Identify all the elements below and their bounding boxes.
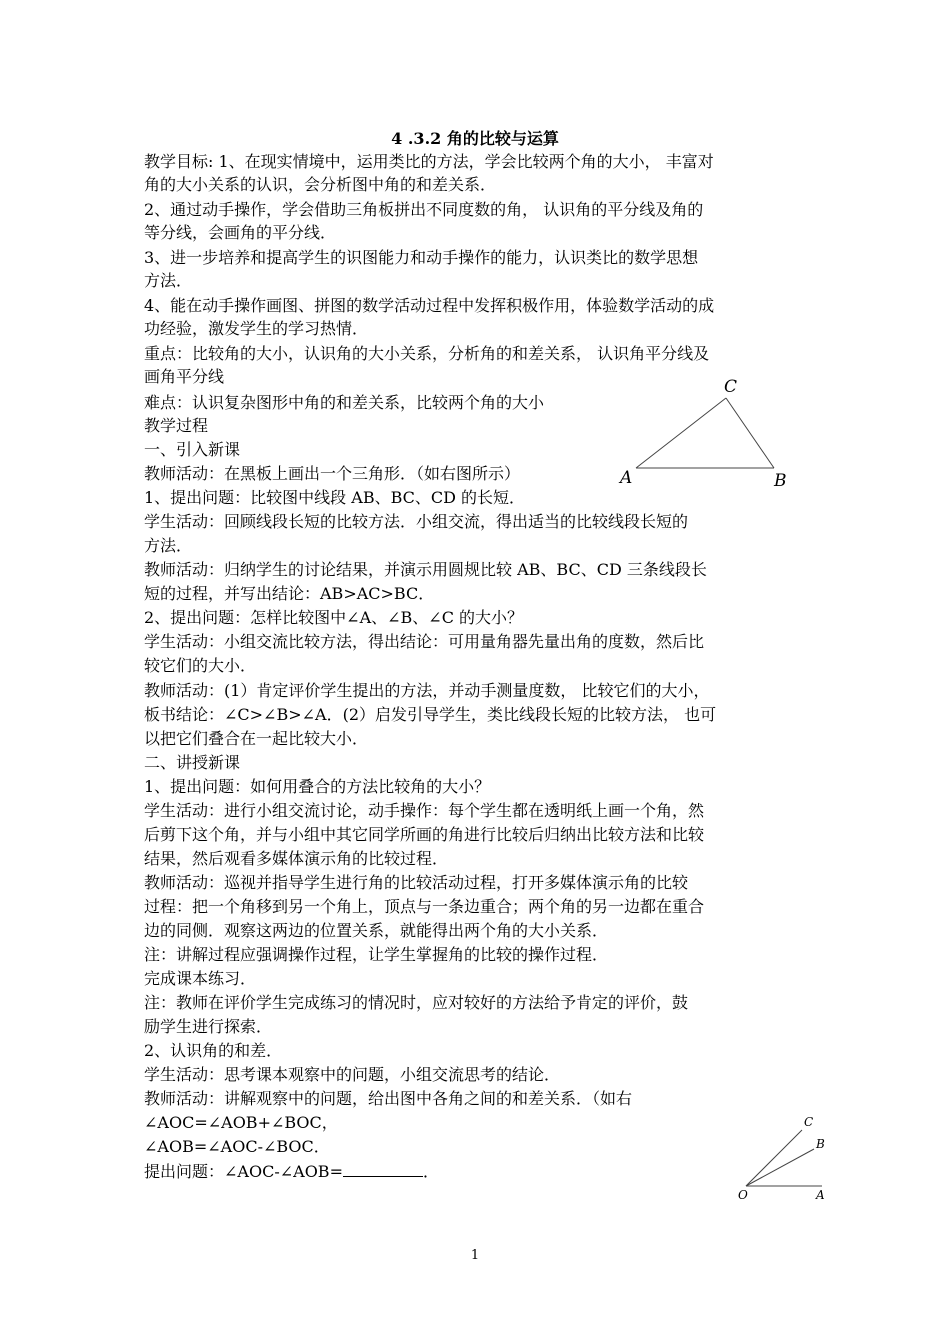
text-line-content: 难点：认识复杂图形中角的和差关系，比较两个角的大小 [144, 393, 545, 412]
text-line [144, 752, 240, 774]
page-number: 1 [470, 1248, 480, 1263]
text-line-content: 一、引入新课 [144, 440, 241, 459]
text-line-content: 注：讲解过程应强调操作过程，让学生掌握角的比较的操作过程． [144, 945, 609, 964]
text-line-content: 过程：把一个角移到另一个角上，顶点与一条边重合；两个角的另一边都在重合 [144, 897, 705, 916]
text-line [144, 968, 256, 990]
text-line-content: 以把它们叠合在一起比较大小． [144, 729, 369, 748]
text-line-content: 教学目标: 1、在现实情境中，运用类比的方法，学会比较两个角的大小， 丰富对 [144, 152, 714, 171]
text-line [144, 174, 496, 196]
vertex-label-b: B [774, 471, 787, 491]
text-line [144, 800, 704, 822]
text-line [144, 1064, 560, 1086]
text-line-content: 2、通过动手操作，学会借助三角板拼出不同度数的角， 认识角的平分线及角的 [144, 200, 704, 219]
text-line-content: 教师活动：归纳学生的讨论结果，并演示用圆规比较 AB、BC、CD 三条线段长 [144, 560, 707, 579]
text-line-content: 边的同侧．观察这两边的位置关系，就能得出两个角的大小关系． [144, 921, 609, 940]
text-line [144, 631, 704, 653]
ray-oc [746, 1130, 802, 1186]
text-line [144, 607, 523, 629]
text-line [144, 1112, 338, 1134]
text-line-content: 励学生进行探索． [144, 1017, 273, 1036]
angle-figure [730, 1106, 840, 1206]
text-line-content: 1、提出问题：比较图中线段 AB、BC、CD 的长短． [144, 488, 526, 507]
text-line [144, 1160, 439, 1183]
text-line-content: 学生活动：回顾线段长短的比较方法．小组交流，得出适当的比较线段长短的 [144, 512, 689, 531]
text-line-content: 画角平分线 [144, 367, 225, 386]
text-line [144, 920, 608, 942]
text-line-content: 提出问题：∠AOC-∠AOB= [144, 1162, 343, 1181]
text-line [144, 776, 490, 798]
text-line-content: 学生活动：思考课本观察中的问题，小组交流思考的结论． [144, 1065, 561, 1084]
label-a: A [816, 1188, 825, 1202]
triangle-figure [612, 372, 802, 494]
line-end-punctuation: ． [422, 1162, 439, 1181]
text-line-content: 学生活动：进行小组交流讨论，动手操作：每个学生都在透明纸上画一个角，然 [144, 801, 705, 820]
text-line-content: 教师活动：讲解观察中的问题，给出图中各角之间的和差关系．（如右 [144, 1089, 633, 1108]
text-line-content: ∠AOB=∠AOC-∠BOC． [144, 1137, 330, 1156]
text-line [144, 463, 520, 485]
text-line [144, 1016, 272, 1038]
text-line [144, 511, 688, 533]
text-line-content: ∠AOC=∠AOB+∠BOC， [144, 1113, 338, 1132]
triangle-side-bc [726, 398, 774, 468]
text-line [144, 944, 608, 966]
text-line [144, 247, 698, 269]
triangle-side-ac [636, 398, 726, 468]
text-line [144, 1136, 330, 1158]
text-line-content: 板书结论：∠C>∠B>∠A．(2）启发引导学生，类比线段长短的比较方法， 也可 [144, 705, 717, 724]
text-line [144, 1088, 632, 1110]
text-line [144, 680, 710, 702]
text-line-content: 功经验，激发学生的学习热情． [144, 319, 369, 338]
text-line-content: 重点：比较角的大小，认识角的大小关系，分析角的和差关系， 认识角平分线及 [144, 344, 710, 363]
text-line-content: 学生活动：小组交流比较方法，得出结论：可用量角器先量出角的度数，然后比 [144, 632, 705, 651]
text-line [144, 655, 256, 677]
text-line [144, 583, 434, 605]
label-c: C [804, 1115, 814, 1129]
text-line-content: 1、提出问题：如何用叠合的方法比较角的大小？ [144, 777, 491, 796]
text-line-content: 2、认识角的和差． [144, 1041, 283, 1060]
text-line [144, 559, 707, 581]
text-line [144, 199, 703, 221]
text-line [144, 151, 714, 173]
answer-blank[interactable] [343, 1160, 423, 1177]
text-line-content: 完成课本练习． [144, 969, 257, 988]
text-line [144, 439, 240, 461]
text-line [144, 415, 208, 437]
text-line [144, 270, 192, 292]
text-line-content: 教师活动：在黑板上画出一个三角形．（如右图所示） [144, 464, 521, 483]
text-line-content: 教学过程 [144, 416, 209, 435]
text-line [144, 535, 192, 557]
text-line [144, 704, 716, 726]
text-line [144, 896, 704, 918]
text-line [144, 295, 714, 317]
text-line-content: 短的过程，并写出结论：AB>AC>BC． [144, 584, 435, 603]
text-line [144, 343, 709, 365]
text-line [144, 848, 448, 870]
text-line-content: 4、能在动手操作画图、拼图的数学活动过程中发挥积极作用，体验数学活动的成 [144, 296, 715, 315]
text-line [144, 1040, 282, 1062]
vertex-label-c: C [724, 377, 738, 397]
text-line-content: 注：教师在评价学生完成练习的情况时，应对较好的方法给予肯定的评价，鼓 [144, 993, 689, 1012]
text-line-content: 3、进一步培养和提高学生的识图能力和动手操作的能力，认识类比的数学思想 [144, 248, 699, 267]
text-line-content: 教师活动：巡视并指导学生进行角的比较活动过程，打开多媒体演示角的比较 [144, 873, 689, 892]
label-o: O [738, 1188, 748, 1202]
text-line [144, 824, 704, 846]
label-b: B [816, 1137, 825, 1151]
text-line-content: 后剪下这个角，并与小组中其它同学所画的角进行比较后归纳出比较方法和比较 [144, 825, 705, 844]
text-line [144, 992, 688, 1014]
ray-ob [746, 1149, 814, 1186]
page-title: 4 .3.2 角的比较与运算 [391, 129, 559, 148]
text-line-content: 方法． [144, 271, 193, 290]
text-line [144, 392, 544, 414]
text-line-content: 角的大小关系的认识，会分析图中角的和差关系． [144, 175, 497, 194]
text-line-content: 结果，然后观看多媒体演示角的比较过程． [144, 849, 449, 868]
text-line [144, 366, 224, 388]
text-line [144, 222, 336, 244]
text-line-content: 2、提出问题：怎样比较图中∠A、∠B、∠C 的大小？ [144, 608, 524, 627]
text-line [144, 872, 688, 894]
text-line [144, 487, 525, 509]
text-line [144, 318, 368, 340]
text-line-content: 较它们的大小． [144, 656, 257, 675]
vertex-label-a: A [620, 468, 633, 488]
text-line-content: 二、讲授新课 [144, 753, 241, 772]
text-line-content: 等分线，会画角的平分线． [144, 223, 337, 242]
text-line-content: 教师活动：(1）肯定评价学生提出的方法，并动手测量度数， 比较它们的大小， [144, 681, 710, 700]
text-line [144, 728, 368, 750]
text-line-content: 方法． [144, 536, 193, 555]
